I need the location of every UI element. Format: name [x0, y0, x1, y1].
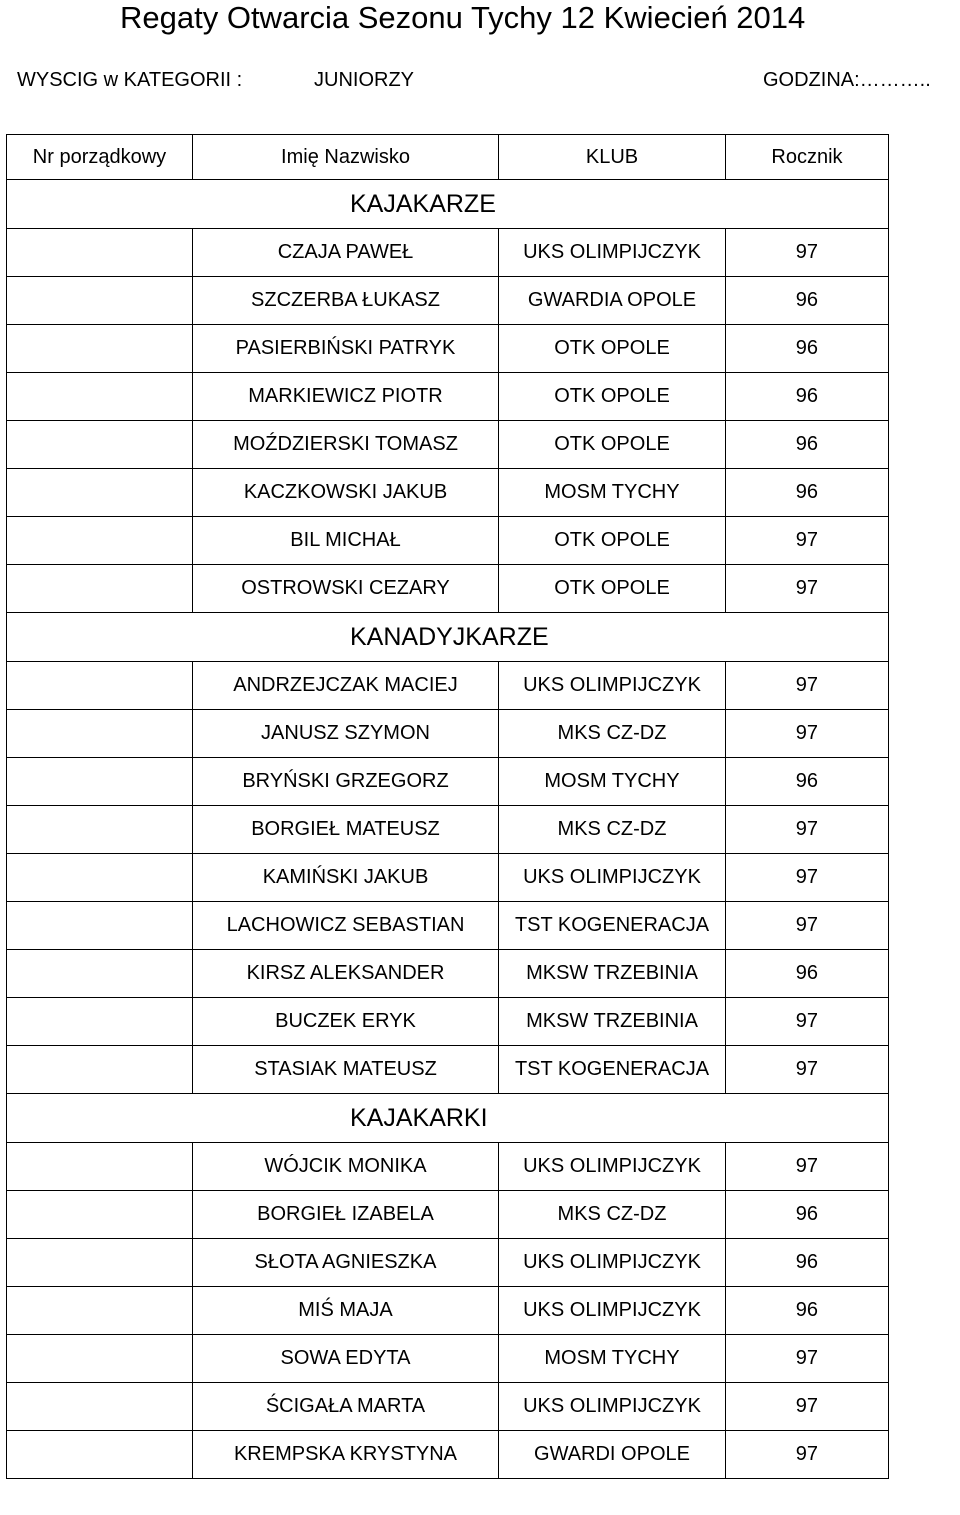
cell-number: [7, 1239, 193, 1287]
cell-number: [7, 1335, 193, 1383]
table-row: [7, 277, 889, 325]
cell-year: 96: [726, 277, 889, 325]
cell-name: WÓJCIK MONIKA: [193, 1143, 499, 1191]
cell-year: 96: [726, 950, 889, 998]
cell-year: 97: [726, 1046, 889, 1094]
header-club: KLUB: [499, 135, 726, 180]
cell-number: [7, 565, 193, 613]
cell-year: 97: [726, 1383, 889, 1431]
table-row: [7, 421, 889, 469]
cell-name: JANUSZ SZYMON: [193, 710, 499, 758]
cell-year: 97: [726, 517, 889, 565]
table-row: [7, 950, 889, 998]
table-row: [7, 758, 889, 806]
cell-year: 97: [726, 998, 889, 1046]
table-row: [7, 854, 889, 902]
cell-number: [7, 325, 193, 373]
cell-number: [7, 854, 193, 902]
cell-club: UKS OLIMPIJCZYK: [499, 1287, 726, 1335]
cell-year: 97: [726, 229, 889, 277]
cell-club: MKSW TRZEBINIA: [499, 998, 726, 1046]
cell-name: BORGIEŁ MATEUSZ: [193, 806, 499, 854]
cell-year: 96: [726, 421, 889, 469]
table-header-row: [7, 135, 889, 180]
cell-club: MKS CZ-DZ: [499, 1191, 726, 1239]
cell-number: [7, 710, 193, 758]
results-table: [6, 134, 889, 1479]
cell-name: MARKIEWICZ PIOTR: [193, 373, 499, 421]
cell-club: OTK OPOLE: [499, 517, 726, 565]
cell-name: KIRSZ ALEKSANDER: [193, 950, 499, 998]
time-label: GODZINA:………..: [763, 69, 931, 91]
section-heading: KANADYJKARZE: [7, 613, 889, 662]
cell-club: GWARDI OPOLE: [499, 1431, 726, 1479]
cell-name: LACHOWICZ SEBASTIAN: [193, 902, 499, 950]
cell-number: [7, 902, 193, 950]
table-row: [7, 469, 889, 517]
cell-club: UKS OLIMPIJCZYK: [499, 229, 726, 277]
table-row: [7, 565, 889, 613]
cell-year: 97: [726, 806, 889, 854]
cell-year: 97: [726, 565, 889, 613]
cell-name: KAMIŃSKI JAKUB: [193, 854, 499, 902]
cell-club: MOSM TYCHY: [499, 1335, 726, 1383]
cell-year: 97: [726, 1431, 889, 1479]
section-row: [7, 180, 889, 229]
cell-club: MOSM TYCHY: [499, 469, 726, 517]
table-row: [7, 517, 889, 565]
cell-number: [7, 662, 193, 710]
table-row: [7, 1239, 889, 1287]
cell-name: PASIERBIŃSKI PATRYK: [193, 325, 499, 373]
cell-year: 96: [726, 1191, 889, 1239]
cell-number: [7, 469, 193, 517]
cell-name: SOWA EDYTA: [193, 1335, 499, 1383]
cell-name: OSTROWSKI CEZARY: [193, 565, 499, 613]
cell-club: MKSW TRZEBINIA: [499, 950, 726, 998]
cell-number: [7, 950, 193, 998]
table-row: [7, 806, 889, 854]
cell-year: 96: [726, 1287, 889, 1335]
cell-number: [7, 998, 193, 1046]
cell-year: 97: [726, 662, 889, 710]
cell-name: KREMPSKA KRYSTYNA: [193, 1431, 499, 1479]
results-table-body: [7, 135, 889, 1479]
table-row: [7, 1431, 889, 1479]
cell-name: STASIAK MATEUSZ: [193, 1046, 499, 1094]
cell-year: 96: [726, 758, 889, 806]
cell-year: 97: [726, 1143, 889, 1191]
cell-number: [7, 373, 193, 421]
page-title: Regaty Otwarcia Sezonu Tychy 12 Kwiecień 2014: [120, 0, 806, 35]
section-heading: KAJAKARKI: [7, 1094, 889, 1143]
cell-number: [7, 1383, 193, 1431]
table-row: [7, 998, 889, 1046]
cell-name: CZAJA PAWEŁ: [193, 229, 499, 277]
cell-club: GWARDIA OPOLE: [499, 277, 726, 325]
category-value: JUNIORZY: [314, 69, 414, 91]
cell-name: MIŚ MAJA: [193, 1287, 499, 1335]
table-row: [7, 710, 889, 758]
cell-number: [7, 1046, 193, 1094]
cell-number: [7, 806, 193, 854]
category-label: WYSCIG w KATEGORII :: [17, 69, 243, 91]
cell-club: MKS CZ-DZ: [499, 710, 726, 758]
section-heading: KAJAKARZE: [7, 180, 889, 229]
header-number: Nr porządkowy: [7, 135, 193, 180]
cell-club: MOSM TYCHY: [499, 758, 726, 806]
table-row: [7, 1143, 889, 1191]
cell-year: 96: [726, 469, 889, 517]
cell-year: 96: [726, 325, 889, 373]
cell-club: OTK OPOLE: [499, 373, 726, 421]
cell-club: OTK OPOLE: [499, 421, 726, 469]
cell-number: [7, 1287, 193, 1335]
cell-number: [7, 1143, 193, 1191]
table-row: [7, 229, 889, 277]
table-row: [7, 1335, 889, 1383]
cell-year: 97: [726, 710, 889, 758]
header-name: Imię Nazwisko: [193, 135, 499, 180]
cell-year: 97: [726, 854, 889, 902]
cell-name: MOŹDZIERSKI TOMASZ: [193, 421, 499, 469]
section-row: [7, 1094, 889, 1143]
table-row: [7, 902, 889, 950]
cell-number: [7, 517, 193, 565]
cell-club: UKS OLIMPIJCZYK: [499, 662, 726, 710]
cell-number: [7, 421, 193, 469]
cell-club: TST KOGENERACJA: [499, 1046, 726, 1094]
cell-number: [7, 758, 193, 806]
cell-club: TST KOGENERACJA: [499, 902, 726, 950]
table-row: [7, 1046, 889, 1094]
section-row: [7, 613, 889, 662]
cell-name: ANDRZEJCZAK MACIEJ: [193, 662, 499, 710]
cell-name: SŁOTA AGNIESZKA: [193, 1239, 499, 1287]
cell-year: 96: [726, 1239, 889, 1287]
cell-name: BUCZEK ERYK: [193, 998, 499, 1046]
cell-club: UKS OLIMPIJCZYK: [499, 1239, 726, 1287]
cell-club: UKS OLIMPIJCZYK: [499, 1383, 726, 1431]
cell-name: ŚCIGAŁA MARTA: [193, 1383, 499, 1431]
cell-year: 97: [726, 1335, 889, 1383]
table-row: [7, 662, 889, 710]
cell-number: [7, 1191, 193, 1239]
cell-name: BORGIEŁ IZABELA: [193, 1191, 499, 1239]
cell-club: OTK OPOLE: [499, 325, 726, 373]
cell-number: [7, 277, 193, 325]
table-row: [7, 373, 889, 421]
table-row: [7, 325, 889, 373]
cell-club: MKS CZ-DZ: [499, 806, 726, 854]
cell-name: KACZKOWSKI JAKUB: [193, 469, 499, 517]
cell-number: [7, 229, 193, 277]
table-row: [7, 1383, 889, 1431]
cell-number: [7, 1431, 193, 1479]
cell-club: UKS OLIMPIJCZYK: [499, 854, 726, 902]
cell-club: OTK OPOLE: [499, 565, 726, 613]
header-year: Rocznik: [726, 135, 889, 180]
cell-name: SZCZERBA ŁUKASZ: [193, 277, 499, 325]
cell-name: BRYŃSKI GRZEGORZ: [193, 758, 499, 806]
cell-name: BIL MICHAŁ: [193, 517, 499, 565]
cell-year: 96: [726, 373, 889, 421]
table-row: [7, 1287, 889, 1335]
cell-club: UKS OLIMPIJCZYK: [499, 1143, 726, 1191]
table-row: [7, 1191, 889, 1239]
cell-year: 97: [726, 902, 889, 950]
